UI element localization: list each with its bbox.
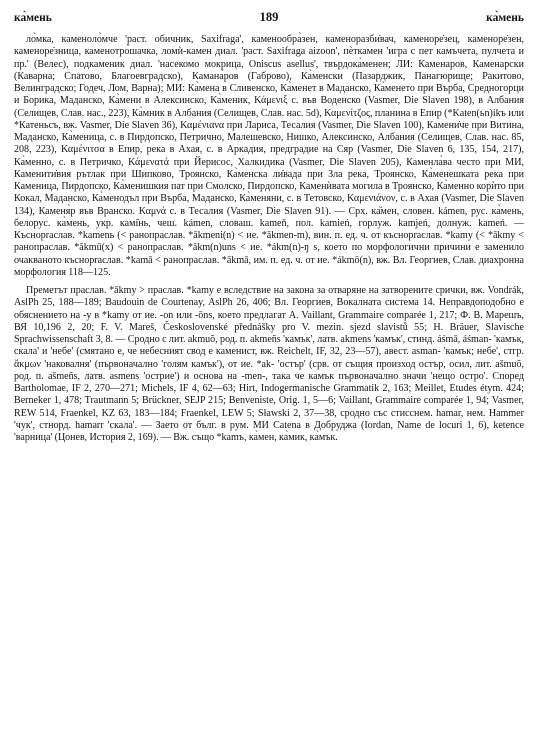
entry-body (14, 34, 524, 444)
running-header (14, 10, 524, 26)
entry-paragraph-etymology: Преметът праслав. *ākmy > праслав. *kamy е вследствие на закона за отваряне на затворените срички, вж. Vondrák, AslPh 25, 188—189; Baudouin de Courtenay, AslPh 26, 406; Вл. Георгиев, Вокалната система 14. Неправдоподобно е обяснението на -у в *kamy от ие. -on или -ōns, което предлагат A. Vaillant, Grammaire comparée 1, 217; Ф. В. Марешъ, ВЯ 10,196 2, 20; F. V. Mareš, Československé přednášky pro V. mezin. sjezd slavistů 55; H. Bräuer, Slavische Sprachwissenschaft 3, 8. — Сродно с лит. akmuõ, род. п. akmeñs 'камък', латв. akmens 'камък', стинд. áśmā, áśman- 'камък, скала' и 'небе' (смятано е, че небесният свод е каменист, вж. Reichelt, IF, 32, 23—57), авест. asman- 'камък; небе', стгр. ἄκμων 'наковалня' (първоначално 'голям камък'), от ие. *ak- 'остър' (срв. от същия произход остър, осил, лит. ašmuõ, род. п. ašmeñs, латв. asmens 'острие') и основа на -men-, така че камък първоначално значи 'нещо остро'. Според Bartholomae, IF 2, 270—271; Michels, IF 4, 62—63; Hirt, Indogermanische Grammatik 2, 163; Meillet, Etudes étym. 424; Berneker 1, 478; Trautmann 5; Brückner, SEJP 215; Benveniste, Orig. 1, 5—6; Vaillant, Grammaire comparée 1, 94; Vasmer, REW 514, Fraenkel, KZ 63, 183—184; Fraenkel, LEW 5; Sławski 2, 37—38, сродно със стисcнем. hamar, нем. Hammer 'чук', стнорд. hamarr 'скала'. — Заето от бълг. в рум. МИ Catena в Добруджа (Iordan, Name de locuri 1, 6), kеtence 'варница' (Цонев, История 2, 169). — Вж. също *kamъ, ка̀мен, ка̀мик, ка̀мък. (14, 285, 524, 443)
entry-paragraph-derivatives: ло̀мка, каменоло̀мче 'раст. обичник, Saxifraga', каменообра̀зен, каменоразби̇вач, каменоре̇зец, каменоре̇зен, каменоре̇зница, каменотро̀шачка, ломѝ-камен диал. 'раст. Saxifraga aizoon', пѐткамен 'игра с пет камъчета, пулчета и пр.' (Велес), подкаменик диал. 'насекомо мокрица, Oniscus asellus', твърдока̀менен; ЛИ: Каменаров, Каменарски (Каварна; Спатово, Благоевградско), Камана̀ров (Габрово), Ка̀менски (Пазарджик, Панагюрище; Ракитово, Велинградско; Годеч, Лом, Варна); МИ: Ка̀мена в Сливенско, Ка̀менет в Маданско, Ка̀менето при Върба, Средногорци и Борика, Маданско, Ка̀мени в Алексинско, Ка̀меник, Κάμενιξ с. във Воденско (Vasmer, Die Slaven 198), в Албания (Селищев, Слав. нас., 223), Ка̀мник в Албания (Селищев, Слав. нас. 5d), Καμενίτζος, планина в Епир (*Katen(ьn)ikъ или *Катеньсъ, вж. Vasmer, Die Slaven 36), Καμένιανα при Лариса, Тесалия (Vasmer, Die Slaven 100), Камени̇че при Витина, Маданско, Ка̀меница, с. в Пирдопско, Петрично, Малешевско, Нишко, Алексинско, Албания (Селищев, Слав. нас. 85, 208, 223), Καμένιτσα в Епир, река в Ахая, с. в Аркадия, предградие на Сяр (Vasmer, Die Slaven 6, 135, 154, 217), Ка̀менно, с. в Петричко, Κάμενατά при Йерисос, Халкидика (Vasmer, Die Slaven 205), Каменла̀ва често при МИ, Каменити̇вия рътлак при Шипково, Троянско, Ка̀менска ли̇вада при Зла река, Троянско, Ка̀менешката река при Каменица, Пирдопско, Ка̀менишкия пат при Смолско, Пирдопско, Каменѝвата могила в Троянско, Ка̀менно корѝто при Кокал, Маданско, Ка̀менодъл при Върба, Маданско, Ка̀меняни, с. в Тетовско, Καμενιάνον, с. в Ахая (Vasmer, Die Slaven 134), Каменя̀р във Вранско. Καμνά с. в Тесалия (Vasmer, Die Slaven 91). — Срх. ка̏мен, словен. kámen, рус. ка̀мень, белорус. ка̀мень, укр. камі̇нь, чеш. kámen, словаш. kameň, пол. kamień, горлуж. kamjeń, долнуж. kameń. — Късноpraслав. *kamenь (< ранопраслав. *ākmeni(n) < ие. *ākmen-m), вин. п. ед. ч. от късноpraслав. *kamy (< *ākmy < ранопраслав. *ākmū(x) < ранопраслав. *ākm(n)uns < ие. *ákm(n)-ŋ s, което по морфологични причини е заменило очакваното късноpraслав. *kamā < ранопраслав. *ākmā, им. п. ед. ч. от ие. *ákmō(n), вж. Вл. Георгиев, Слав. диахронна морфология 118—125. (14, 34, 524, 278)
header-right-headword: ка̀мень (486, 12, 524, 24)
page-number: 189 (259, 10, 279, 24)
header-left-headword: ка̀мень (14, 12, 52, 24)
